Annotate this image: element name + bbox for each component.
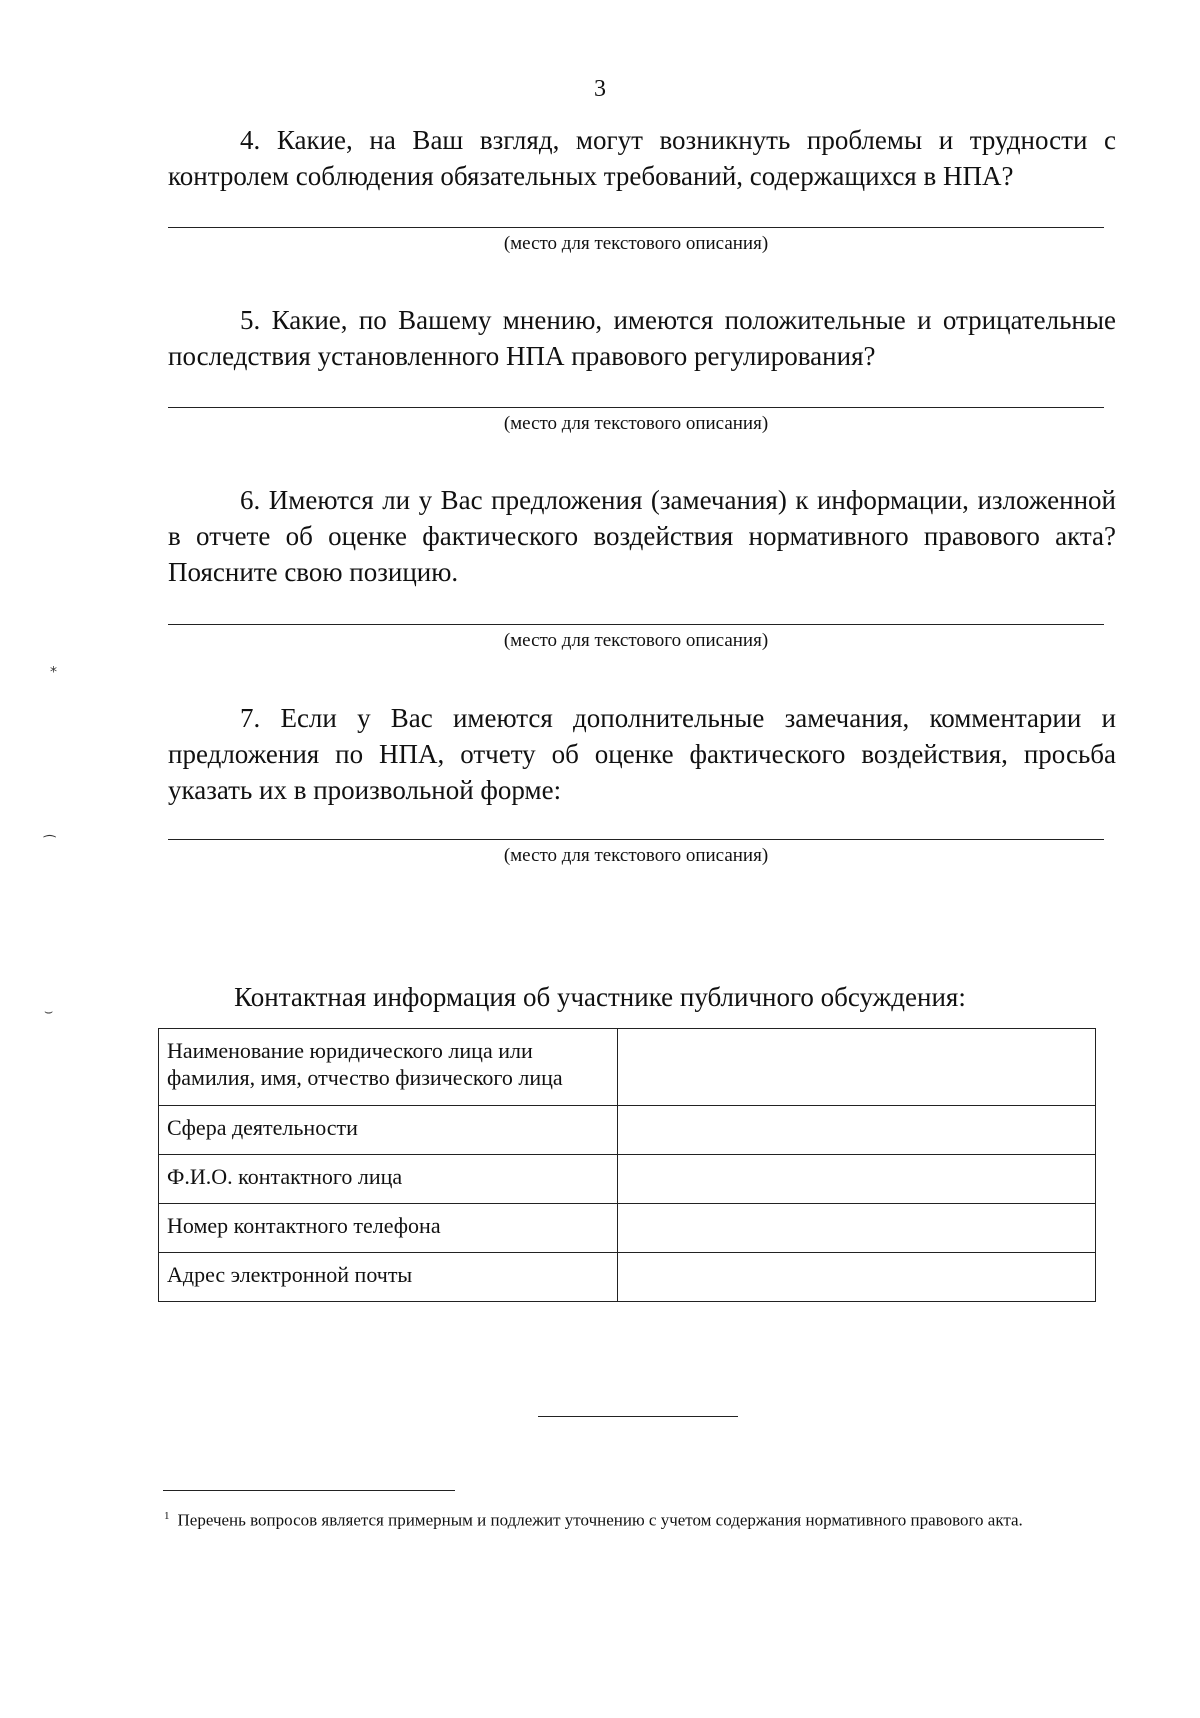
answer-line-6 xyxy=(168,624,1104,625)
row-label: Сфера деятельности xyxy=(159,1106,618,1155)
footnote-text: Перечень вопросов является примерным и подлежит уточнению с учетом содержания нормативного правового акта. xyxy=(177,1510,1023,1530)
answer-caption-6: (место для текстового описания) xyxy=(503,630,769,651)
row-value-cell[interactable] xyxy=(618,1155,1096,1204)
row-value-cell[interactable] xyxy=(618,1029,1096,1106)
answer-caption-5: (место для текстового описания) xyxy=(503,413,769,434)
contact-table xyxy=(158,1028,1096,1302)
question-6: 6. Имеются ли у Вас предложения (замечания) к информации, изложенной в отчете об оценке фактического воздействия нормативного правового акта? Поясните свою позицию. xyxy=(168,485,1116,587)
footnote xyxy=(164,1505,1110,1532)
scan-artifact-mark: ⌣ xyxy=(44,1004,54,1020)
row-label: Адрес электронной почты xyxy=(159,1253,618,1302)
answer-line-7 xyxy=(168,839,1104,840)
scan-artifact-mark: ⁀ xyxy=(44,836,56,852)
page-number: 3 xyxy=(594,76,606,102)
row-label: Наименование юридического лица или фамилия, имя, отчество физического лица xyxy=(159,1029,618,1106)
answer-caption-7: (место для текстового описания) xyxy=(503,845,769,866)
row-label: Номер контактного телефона xyxy=(159,1204,618,1253)
question-7: 7. Если у Вас имеются дополнительные замечания, комментарии и предложения по НПА, отчету об оценке фактического воздействия, просьба указать их в произвольной форме: xyxy=(168,703,1116,805)
row-value-cell[interactable] xyxy=(618,1204,1096,1253)
table-row xyxy=(159,1204,1096,1253)
table-row xyxy=(159,1155,1096,1204)
answer-caption-4: (место для текстового описания) xyxy=(503,233,769,254)
table-row xyxy=(159,1029,1096,1106)
row-label: Ф.И.О. контактного лица xyxy=(159,1155,618,1204)
scan-artifact-mark: ⁎ xyxy=(50,660,57,676)
footnote-marker: 1 xyxy=(164,1510,170,1522)
question-5: 5. Какие, по Вашему мнению, имеются положительные и отрицательные последствия установленного НПА правового регулирования? xyxy=(168,305,1116,371)
answer-line-4 xyxy=(168,227,1104,228)
row-value-cell[interactable] xyxy=(618,1106,1096,1155)
table-row xyxy=(159,1253,1096,1302)
row-value-cell[interactable] xyxy=(618,1253,1096,1302)
contact-title: Контактная информация об участнике публичного обсуждения: xyxy=(234,982,966,1012)
footnote-separator xyxy=(163,1490,455,1491)
answer-line-5 xyxy=(168,407,1104,408)
question-4: 4. Какие, на Ваш взгляд, могут возникнуть проблемы и трудности с контролем соблюдения обязательных требований, содержащихся в НПА? xyxy=(168,125,1116,191)
closing-rule xyxy=(538,1416,738,1417)
table-row xyxy=(159,1106,1096,1155)
